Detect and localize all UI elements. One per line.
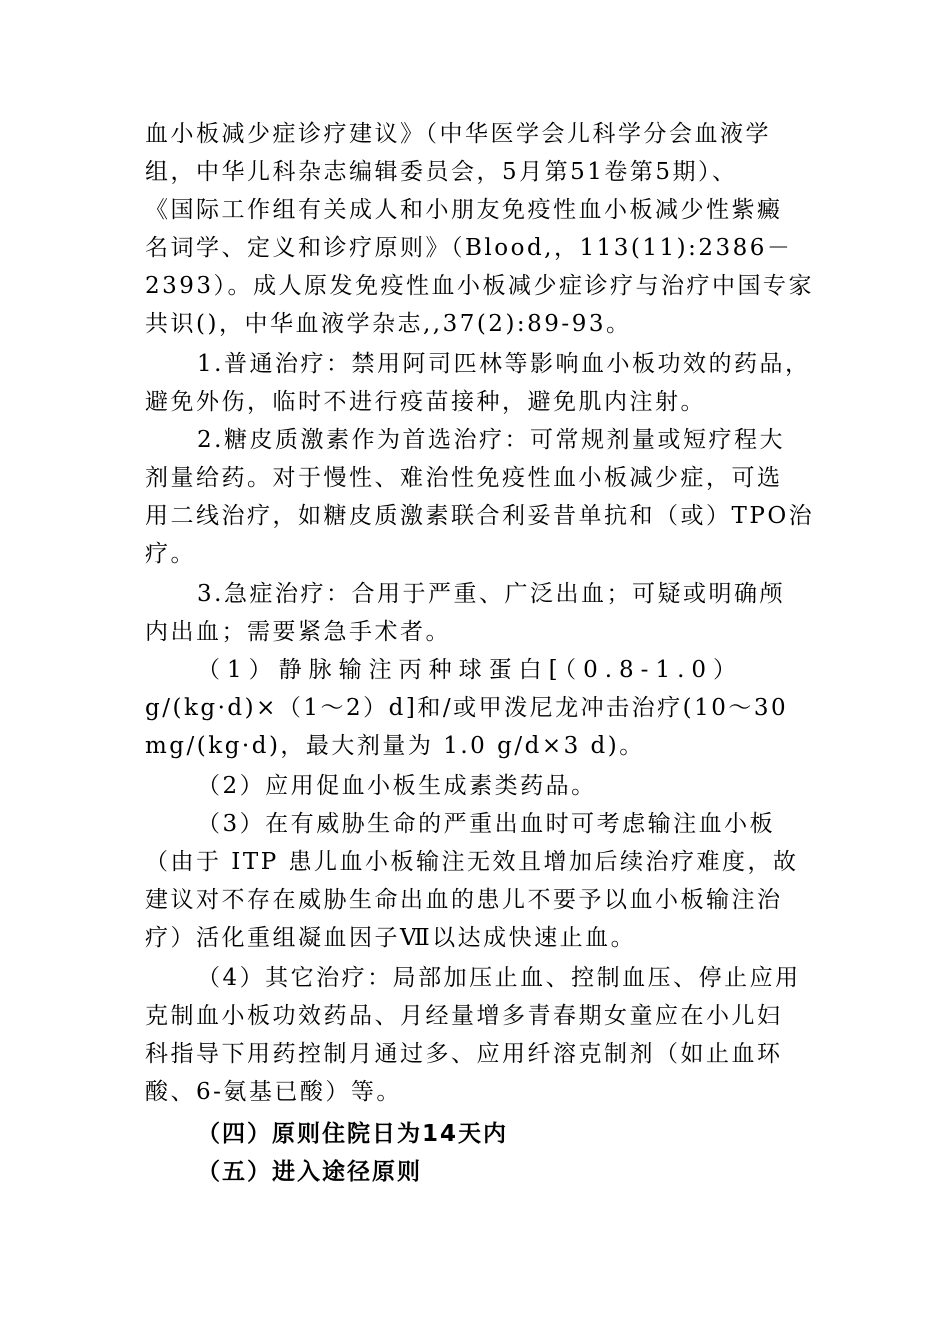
section-heading: （五）进入途径原则 [197,1159,422,1185]
text-line: 1.普通治疗：禁用阿司匹林等影响血小板功效的药品， [197,351,811,377]
text-line: 剂量给药。对于慢性、难治性免疫性血小板减少症，可选 [145,465,783,491]
text-line: 内出血；需要紧急手术者。 [145,619,451,645]
text-line: 用二线治疗，如糖皮质激素联合利妥昔单抗和（或）TPO治 [145,503,815,529]
text-line: 名词学、定义和诊疗原则》（Blood,，113(11):2386－ [145,235,793,261]
text-line: （由于 ITP 患儿血小板输注无效且增加后续治疗难度，故 [145,849,799,875]
text-line: （1）静脉输注丙种球蛋白[（0.8-1.0） [197,657,744,683]
text-line: 疗。 [145,541,196,567]
text-line: g/(kg·d)×（1～2）d]和/或甲泼尼龙冲击治疗(10～30 [145,695,789,721]
text-line: mg/(kg·d)，最大剂量为 1.0 g/d×3 d)。 [145,733,645,759]
text-line: （2）应用促血小板生成素类药品。 [197,773,597,799]
text-line: 避免外伤，临时不进行疫苗接种，避免肌内注射。 [145,389,706,415]
text-line: 酸、6-氨基已酸）等。 [145,1079,402,1105]
text-line: 3.急症治疗：合用于严重、广泛出血；可疑或明确颅 [197,581,785,607]
section-heading: （四）原则住院日为14天内 [197,1121,509,1147]
text-line: 血小板减少症诊疗建议》（中华医学会儿科学分会血液学 [145,121,771,147]
text-line: 《国际工作组有关成人和小朋友免疫性血小板减少性紫癜 [145,197,783,223]
text-line: 2393）。成人原发免疫性血小板减少症诊疗与治疗中国专家 [145,273,815,299]
text-line: （3）在有威胁生命的严重出血时可考虑输注血小板 [197,811,776,837]
text-line: （4）其它治疗：局部加压止血、控制血压、停止应用 [197,965,801,991]
text-line: 建议对不存在威胁生命出血的患儿不要予以血小板输注治 [145,887,783,913]
text-line: 共识()，中华血液学杂志,,37(2):89-93。 [145,311,632,337]
text-line: 疗）活化重组凝血因子Ⅶ以达成快速止血。 [145,925,637,951]
text-line: 科指导下用药控制月通过多、应用纤溶克制剂（如止血环 [145,1041,783,1067]
text-line: 2.糖皮质激素作为首选治疗：可常规剂量或短疗程大 [197,427,785,453]
text-line: 克制血小板功效药品、月经量增多青春期女童应在小儿妇 [145,1003,783,1029]
text-line: 组，中华儿科杂志编辑委员会，5月第51卷第5期）、 [145,159,738,185]
